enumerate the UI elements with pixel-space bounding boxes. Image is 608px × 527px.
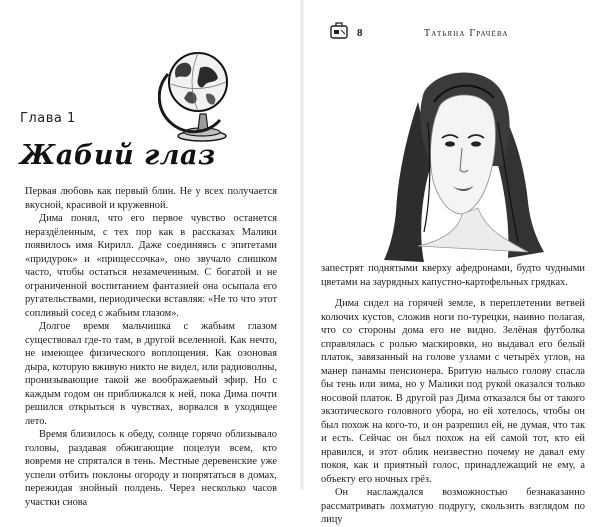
paragraph: Дима понял, что его первое чувство останется нераздёленным, с тех пор как в рассказах Малики появилось имя Кирилл. Даже соединяясь с эпитетами «придурок» и «прищессочка», оно звучало слишком часто, чтобы остаться незамеченным. С богатой и не ограниченной воспитанием фантазией она осыпала его ругательствами, периодически вставляя: «Не то что этот сопливый сосед с жабьим глазом». xyxy=(25,213,277,319)
left-page-text xyxy=(25,185,277,509)
running-header-author: Татьяна Грачёва xyxy=(424,28,509,39)
paragraph: Он наслаждался возможностью безнаказанно рассматривать лохматую подругу, скользить взглядом по лицу xyxy=(321,487,585,525)
paragraph: запестрят поднятыми кверху афедронами, будто чудными цветами на заурядных капустно-картофельных грядках. xyxy=(321,263,585,288)
suitcase-icon xyxy=(328,20,350,40)
paragraph: Дима сидел на горячей земле, в переплетении ветвей колючих кустов, сложив ноги по-турецки, наивно полагая, что со стороны дома его не видно. Зелёная футболка справлялась с ролью маскировки, но выдавал его белый платок, завязанный на голове узлами с четырёх углов, на манер панамы пенсионера. Бритую налысо голову спасла бы тень или зима, но у Малики под рукой оказался только носовой платок. В другой раз Дима отказался бы от такого экзотического головного убора, но ей хотелось, чтобы он был похож на кого-то, и он разрешил ей, не думая, что так и есть. Сейчас он был похож на ей самой тот, кто ей нравился, и этот облик неизвестно почему не давал ему покоя, как и приятный голос, принадлежащий не ему, а объекту его ночных грёз. xyxy=(321,298,585,485)
portrait-illustration xyxy=(378,62,546,264)
paragraph: Время близилось к обеду, солнце горячо облизывало головы, раздавая обжигающие поцелуи всем, кто вовремя не спрятался в тень. Местные деревенские уже успели отбить поклоны огороду и попрятаться в домах, пережидая знойный полдень. Через несколько часов участки снова xyxy=(25,429,277,508)
chapter-label: Глава 1 xyxy=(20,111,76,126)
paragraph: Долгое время мальчишка с жабьим глазом существовал где-то там, в другой вселенной. Как нечто, не имеющее физического воплощения. Как озоновая дыра, которую вживую никто не видел, или радиоволны, пронизывающие такой же воображаемый эфир. Но с каждым годом он приближался к ней, пока Дима почти решился открыться в чувствах, ворвался в уходящее лето. xyxy=(25,321,277,427)
page-number: 8 xyxy=(357,27,363,39)
globe-illustration xyxy=(158,44,242,144)
right-page-text xyxy=(321,262,585,527)
chapter-title: Жабий глаз xyxy=(20,140,216,171)
paragraph: Первая любовь как первый блин. Не у всех получается вкусной, красивой и кружевной. xyxy=(25,186,277,211)
